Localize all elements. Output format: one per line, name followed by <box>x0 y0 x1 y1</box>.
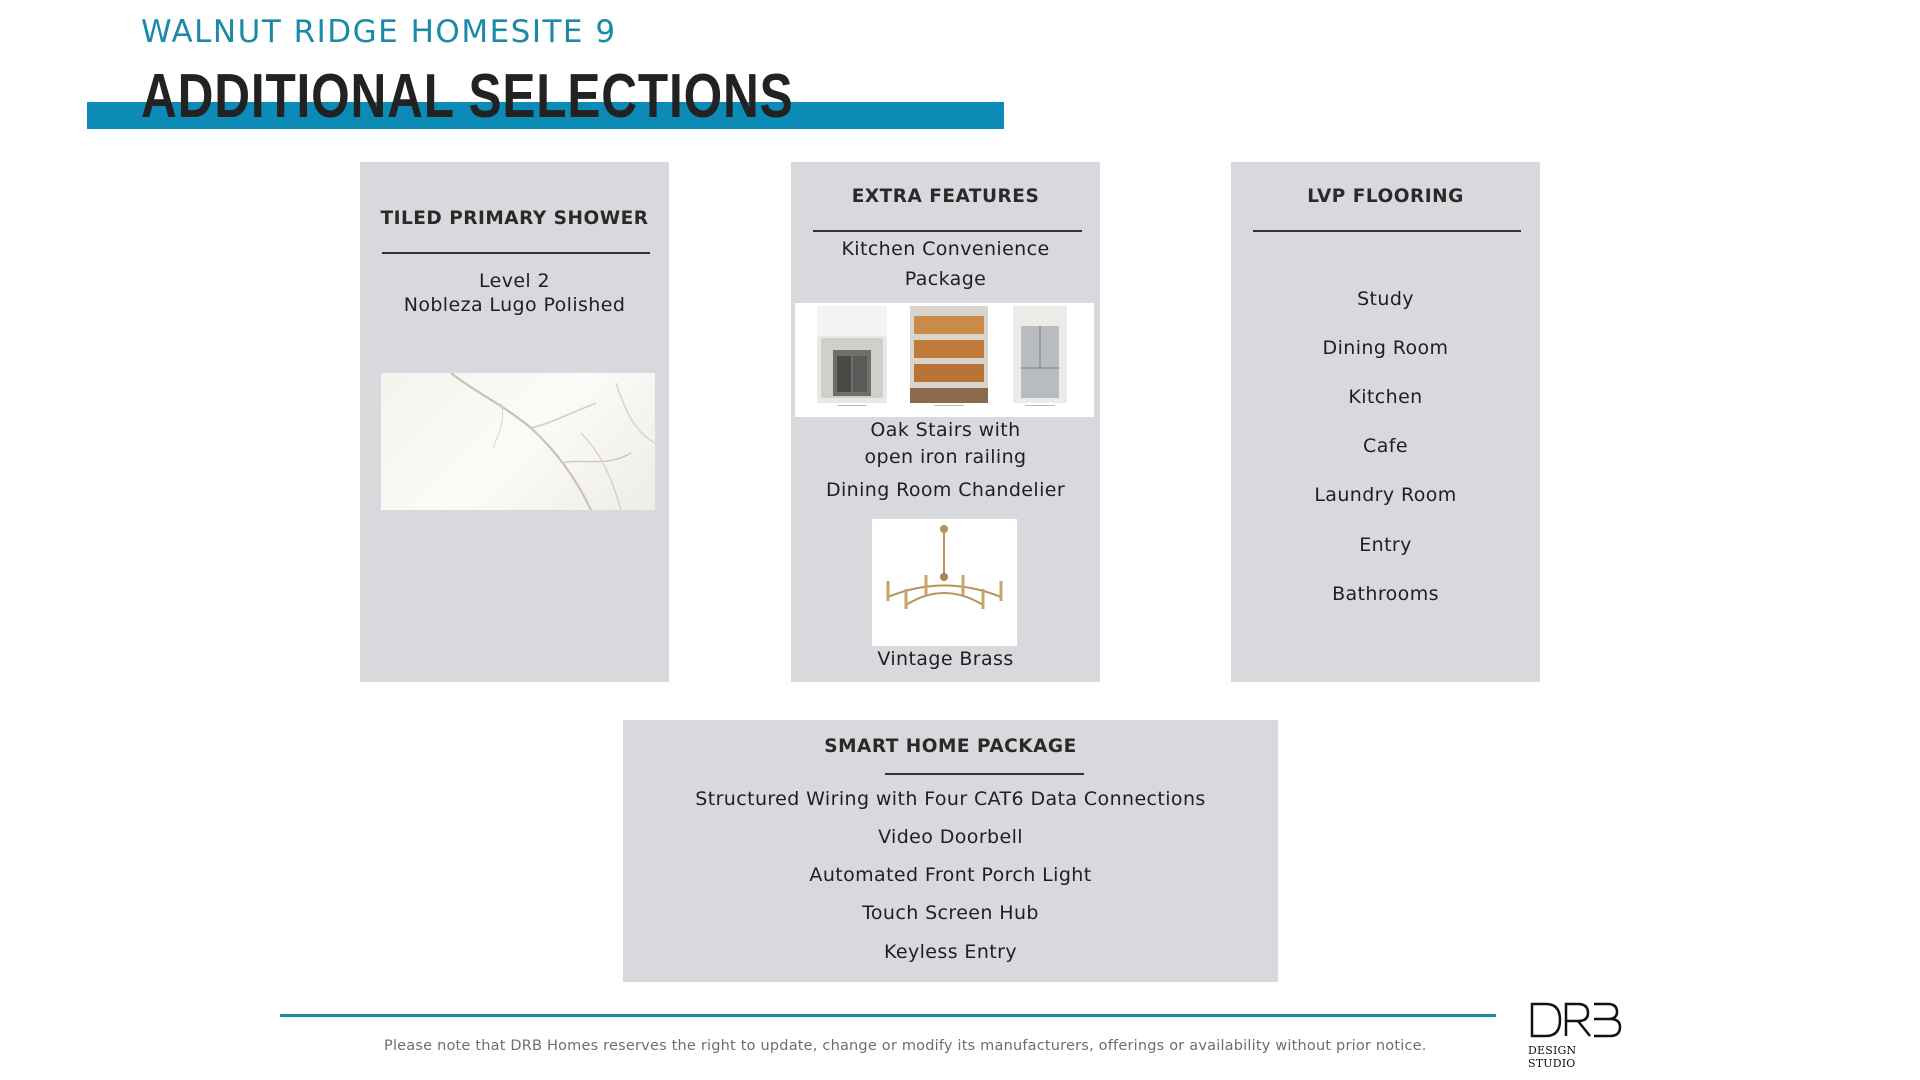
smart-home-item: Touch Screen Hub <box>862 902 1039 924</box>
roll-out-trays-caption <box>914 404 984 408</box>
kitchen-package-line2: Package <box>904 268 987 290</box>
flooring-room: Bathrooms <box>1332 583 1439 605</box>
footer-divider <box>280 1014 1496 1017</box>
flooring-room: Entry <box>1359 534 1412 556</box>
built-in-fridge-caption <box>1005 404 1075 408</box>
chandelier-finish: Vintage Brass <box>877 648 1014 670</box>
smart-home-divider <box>885 773 1084 775</box>
built-in-fridge-photo <box>1013 306 1067 403</box>
lvp-flooring-panel <box>1231 162 1540 682</box>
extra-features-heading: EXTRA FEATURES <box>851 186 1040 207</box>
design-studio-wordmark: DESIGN STUDIO <box>1528 1044 1577 1070</box>
oak-stairs-line1: Oak Stairs with <box>870 419 1021 441</box>
flooring-room: Study <box>1357 288 1414 310</box>
kitchen-package-photos <box>795 303 1094 417</box>
marble-tile-swatch <box>381 373 655 510</box>
pull-out-trash-photo <box>817 306 887 403</box>
drb-logo-mark <box>1528 1000 1624 1040</box>
flooring-room: Kitchen <box>1348 386 1423 408</box>
shower-level: Level 2 <box>478 270 551 292</box>
shower-heading: TILED PRIMARY SHOWER <box>380 208 649 229</box>
chandelier-label: Dining Room Chandelier <box>825 479 1066 501</box>
flooring-room: Laundry Room <box>1314 484 1457 506</box>
smart-home-heading: SMART HOME PACKAGE <box>824 736 1077 757</box>
footer-disclaimer: Please note that DRB Homes reserves the right to update, change or modify its manufacturers, offerings or availability without prior notice. <box>384 1038 1427 1054</box>
pull-out-trash-caption <box>817 404 887 408</box>
extra-features-divider <box>813 230 1082 232</box>
oak-stairs-line2: open iron railing <box>864 446 1027 468</box>
lvp-flooring-divider <box>1253 230 1521 232</box>
smart-home-item: Video Doorbell <box>878 826 1023 848</box>
flooring-room: Dining Room <box>1322 337 1449 359</box>
smart-home-panel <box>623 720 1278 982</box>
brass-chandelier-photo <box>872 519 1017 646</box>
shower-panel <box>360 162 669 682</box>
extra-features-panel <box>791 162 1100 682</box>
page-title: ADDITIONAL SELECTIONS <box>141 62 794 131</box>
roll-out-trays-photo <box>910 306 980 403</box>
smart-home-item: Structured Wiring with Four CAT6 Data Connections <box>695 788 1206 810</box>
smart-home-item: Keyless Entry <box>883 941 1017 963</box>
smart-home-item: Automated Front Porch Light <box>809 864 1092 886</box>
shower-tile-name: Nobleza Lugo Polished <box>403 294 626 316</box>
flooring-room: Cafe <box>1363 435 1408 457</box>
shower-divider <box>382 252 650 254</box>
kitchen-package-line1: Kitchen Convenience <box>841 238 1050 260</box>
lvp-flooring-heading: LVP FLOORING <box>1307 186 1464 207</box>
homesite-subtitle: WALNUT RIDGE HOMESITE 9 <box>141 14 617 50</box>
drb-design-studio-logo <box>1528 1000 1624 1070</box>
